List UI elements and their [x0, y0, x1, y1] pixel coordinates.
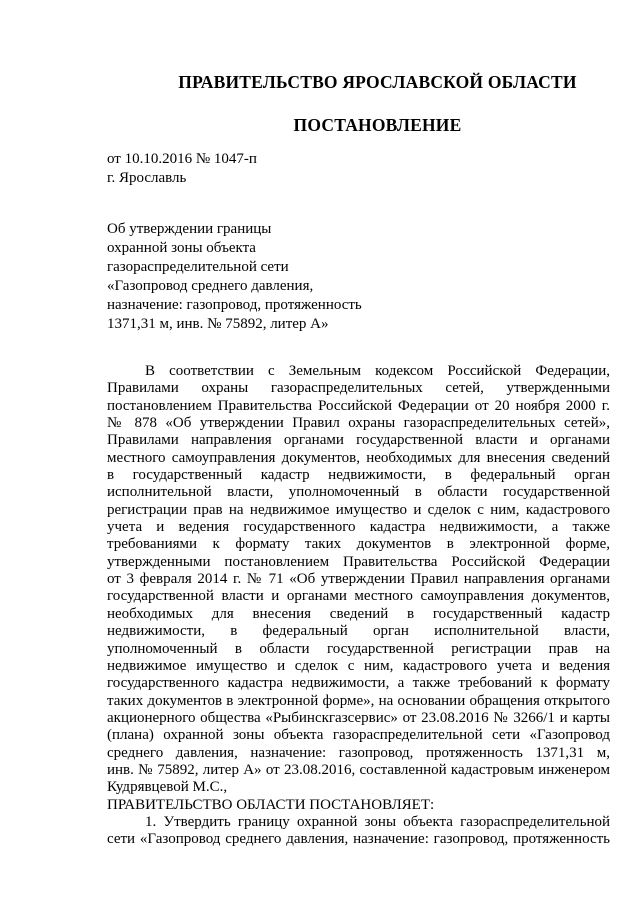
body-line: Правилами охраны газораспределительных сетей, утвержденными [107, 380, 610, 397]
body-line: недвижимое имущество и сделок с ним, кадастрового учета и ведения [107, 657, 610, 674]
body-line: учета и ведения государственного кадастра недвижимости, а также [107, 519, 610, 536]
document-meta [107, 150, 257, 188]
body-line: Кудрявцевой М.С., [107, 779, 228, 796]
body-line: инв. № 75892, литер А» от 23.08.2016, составленной кадастровым инженером [107, 761, 610, 778]
body-line: утвержденными постановлением Правительства Российской Федерации [107, 553, 610, 570]
subject-line: охранной зоны объекта [107, 240, 256, 256]
body-line: сети «Газопровод среднего давления, назначение: газопровод, протяженность [107, 831, 610, 848]
body-line: В соответствии с Земельным кодексом Российской Федерации, [145, 363, 610, 379]
body-line: государственной власти и органами местного самоуправления документов, [107, 588, 610, 605]
body-line: государственного кадастра недвижимости, а также требований к формату [107, 675, 610, 692]
body-line: № 878 «Об утверждении Правил охраны газораспределительных сетей», [107, 415, 610, 432]
subject-line: назначение: газопровод, протяженность [107, 297, 362, 313]
body-line: 1. Утвердить границу охранной зоны объекта газораспределительной [145, 813, 610, 830]
subject-line: Об утверждении границы [107, 221, 272, 237]
body-line: исполнительной власти, уполномоченный в области государственной [107, 484, 610, 501]
subject-line: «Газопровод среднего давления, [107, 278, 314, 294]
subject-line: 1371,31 м, инв. № 75892, литер А» [107, 316, 329, 332]
body-line: уполномоченный в области государственной регистрации прав на [107, 640, 610, 657]
body-text [107, 363, 610, 849]
date-number: от 10.10.2016 № 1047-п [107, 151, 257, 167]
body-line: местного самоуправления документов, необходимых для внесения сведений [107, 449, 610, 466]
city: г. Ярославль [107, 170, 187, 186]
body-line: таких документов в электронной форме», на основании обращения открытого [107, 692, 610, 709]
subject-block [107, 220, 362, 334]
body-line: среднего давления, назначение: газопровод, протяженность 1371,31 м, [107, 744, 610, 761]
body-line: необходимых для внесения сведений в государственный кадастр [107, 605, 610, 622]
body-line: недвижимости, в федеральный орган исполнительной власти, [107, 623, 610, 640]
body-line: от 3 февраля 2014 г. № 71 «Об утверждении Правил направления органами [107, 571, 610, 588]
body-line: постановлением Правительства Российской Федерации от 20 ноября 2000 г. [107, 397, 610, 414]
org-title: ПРАВИТЕЛЬСТВО ЯРОСЛАВСКОЙ ОБЛАСТИ [178, 72, 577, 92]
doc-type-title: ПОСТАНОВЛЕНИЕ [293, 115, 462, 135]
resolves-heading: ПРАВИТЕЛЬСТВО ОБЛАСТИ ПОСТАНОВЛЯЕТ: [107, 796, 435, 813]
body-line: (плана) охранной зоны объекта газораспределительной сети «Газопровод [107, 727, 610, 744]
subject-line: газораспределительной сети [107, 259, 289, 275]
body-line: акционерного общества «Рыбинскгазсервис» от 23.08.2016 № 3266/1 и карты [107, 709, 610, 726]
body-line: регистрации прав на недвижимое имущество и сделок с ним, кадастрового [107, 501, 610, 518]
body-line: Правилами направления органами государственной власти и органами [107, 432, 610, 449]
body-line: требованиями к формату таких документов в электронной форме, [107, 536, 610, 553]
body-line: в государственный кадастр недвижимости, в федеральный орган [107, 467, 610, 484]
